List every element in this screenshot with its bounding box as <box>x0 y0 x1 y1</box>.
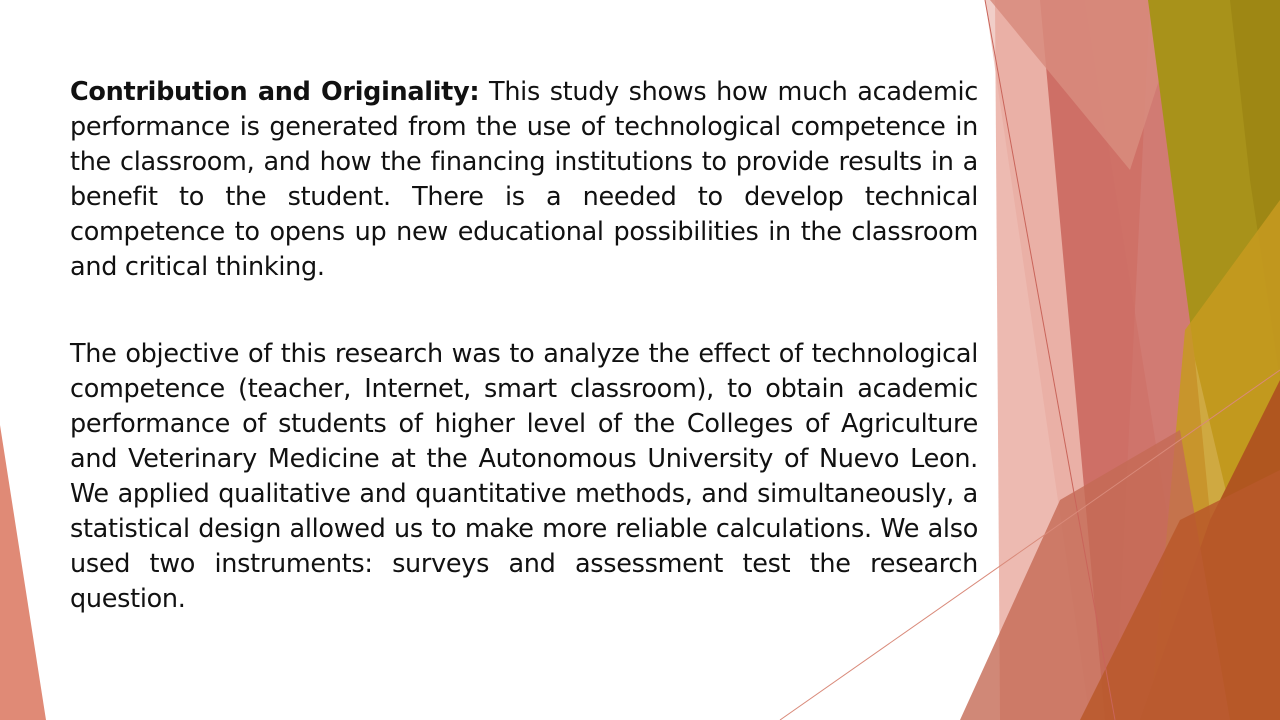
left-edge-triangle <box>0 425 46 720</box>
contribution-heading: Contribution and Originality: <box>70 77 480 107</box>
contribution-text: This study shows how much academic performance is generated from the use of technological competence in the classroom, and how the financing institutions to provide results in a benefit to the student. There is a needed to develop technical competence to opens up new educational possibilities in the classroom and critical thinking. <box>70 77 978 282</box>
contribution-paragraph <box>70 75 978 285</box>
objective-paragraph: The objective of this research was to analyze the effect of technological competence (teacher, Internet, smart classroom), to obtain academic performance of students of higher level of the Colleges of Agriculture and Veterinary Medicine at the Autonomous University of Nuevo Leon. We applied qualitative and quantitative methods, and simultaneously, a statistical design allowed us to make more reliable calculations. We also used two instruments: surveys and assessment test the research question. <box>70 339 978 614</box>
slide-body <box>70 75 978 617</box>
